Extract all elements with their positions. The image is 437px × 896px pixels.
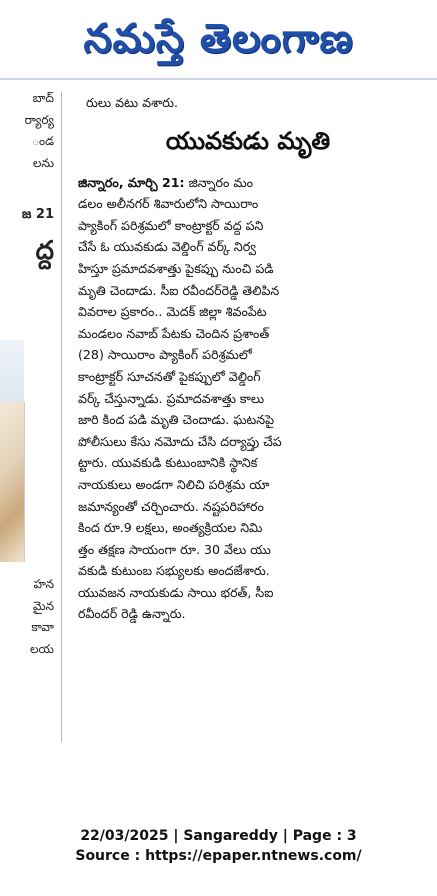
- article-line: యువజన నాయకుడు సాయి భరత్, సీఐ: [78, 584, 274, 600]
- left-fragment: ండ: [32, 134, 54, 148]
- article-line: పోలీసులు కేసు నమోదు చేసి దర్యాప్తు చేప: [78, 433, 282, 449]
- left-photo-strip: [0, 340, 24, 402]
- masthead-divider: [0, 78, 437, 80]
- article-line: మండలం నవాబ్ పేటకు చెందిన ప్రశాంత్: [78, 325, 270, 341]
- left-fragment: మైన: [32, 598, 54, 613]
- article-line: కాంట్రాక్టర్ సూచనతో పైకప్పులో వెల్డింగ్: [78, 368, 261, 384]
- left-fragment: ర్యార్య: [24, 112, 54, 127]
- article-line: రవీందర్ రెడ్డి ఉన్నారు.: [78, 606, 186, 622]
- article-line: వర్క్ చేస్తున్నాడు. ప్రమాదవశాత్తు కాలు: [78, 390, 265, 406]
- left-date-fragment: జ 21: [21, 207, 54, 222]
- article-line: జారి కింద పడి మృతి చెందాడు. ఘటనపై: [78, 412, 275, 428]
- article-line: త్తం తక్షణ సాయంగా రూ. 30 వేలు యు: [78, 541, 271, 557]
- left-heading-fragment: ద్ద: [35, 235, 54, 266]
- left-photo: [0, 402, 25, 562]
- article-line: మృతి చెందాడు. సీఐ రవీందర్‌రెడ్డి తెలిపిన: [78, 282, 280, 298]
- footer-source: Source : https://epaper.ntnews.com/: [75, 848, 362, 864]
- left-fragment: లను: [32, 155, 54, 170]
- left-fragment: హన: [33, 577, 54, 591]
- footer-date-edition: 22/03/2025 | Sangareddy | Page : 3: [80, 828, 357, 844]
- article-line: వివరాల ప్రకారం.. మెదక్ జిల్లా శివంపేట: [78, 304, 267, 320]
- column-divider: [61, 92, 62, 742]
- left-fragment: లయ: [30, 641, 54, 656]
- article-line: (28) సాయిరాం ప్యాకింగ్ పరిశ్రమలో: [78, 347, 252, 363]
- carry-over-line: రులు వటు వశారు.: [86, 95, 179, 110]
- article-line: జమాన్యంతో చర్చించారు. నష్టపరిహారం: [78, 498, 264, 514]
- article-line: చేసే ఓ యువకుడు వెల్డింగ్ వర్క్ నిర్వ: [78, 239, 256, 255]
- article-line: వకుడి కుటుంబ సభ్యులకు అందజేశారు.: [78, 563, 270, 579]
- article-headline: యువకుడు మృతి: [165, 126, 331, 155]
- left-fragment: కావా: [31, 620, 54, 634]
- article-line: ట్టారు. యువకుడి కుటుంబానికి స్థానిక: [78, 455, 258, 471]
- masthead: [0, 0, 437, 78]
- article-line: హిస్తూ ప్రమాదవశాత్తు పైకప్పు నుంచి పడి: [78, 260, 274, 276]
- article-line: నాయకులు అండగా నిలిచి పరిశ్రమ యా: [78, 476, 270, 492]
- article-dateline: జిన్నారం, మార్చి 21:: [78, 174, 185, 190]
- article-line: జిన్నారం, మార్చి 21: జిన్నారం మం: [78, 174, 254, 190]
- article-line: ప్యాకింగ్ పరిశ్రమలో కాంట్రాక్టర్ వద్ద పని: [78, 217, 264, 233]
- article-line: కింద రూ.9 లక్షలు, అంత్యక్రియల నిమి: [78, 520, 263, 536]
- left-column-fragments-bottom: [0, 574, 54, 704]
- article-column: [78, 92, 418, 625]
- newspaper-title: నమస్తే తెలంగాణ: [83, 16, 354, 62]
- left-fragment: బాద్: [32, 91, 54, 105]
- article-line: డలం అలీనగర్ శివారులోని సాయిరాం: [78, 196, 259, 212]
- page-footer: [0, 826, 437, 866]
- article-body: [78, 172, 418, 625]
